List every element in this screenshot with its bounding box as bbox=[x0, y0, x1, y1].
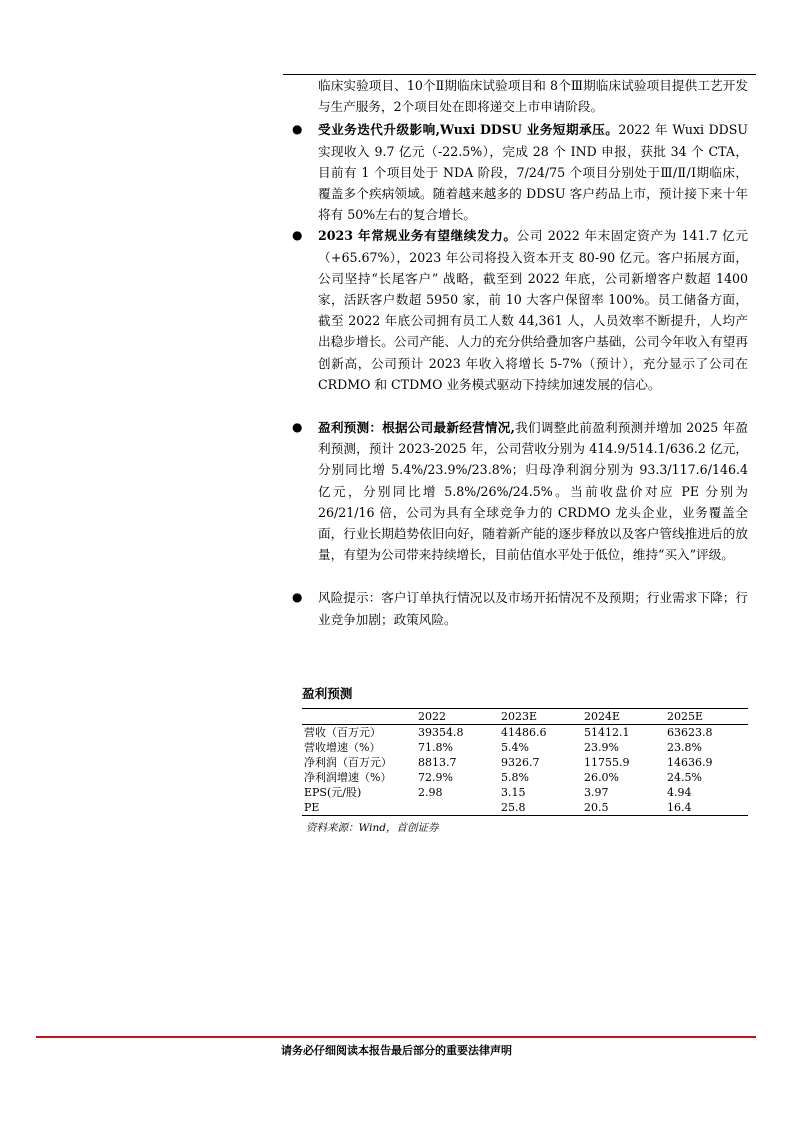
paragraph-text: 2022 年 Wuxi DDSU 实现收入 9.7 亿元（-22.5%），完成 28 个 IND 申报，获批 34 个 CTA，目前有 1 个项目处于 NDA 阶段，7/24/75 个项目分别处于Ⅲ/Ⅱ/Ⅰ期临床，覆盖多个疾病领域。随着越来越多的 DDSU 客户药品上市，预计接下来十年将有 50%左右的复合增长。 bbox=[318, 122, 748, 223]
table-cell: 11755.9 bbox=[584, 756, 630, 769]
table-header-cell: 2022 bbox=[418, 710, 446, 723]
paragraph-text: 临床实验项目、10个Ⅱ期临床试验项目和 8个Ⅲ期临床试验项目提供工艺开发与生产服务，2个项目处在即将递交上市申请阶段。 bbox=[318, 78, 748, 115]
table-cell: 4.94 bbox=[667, 786, 692, 799]
table-row bbox=[302, 800, 748, 816]
report-body bbox=[292, 75, 748, 630]
table-cell: 25.8 bbox=[501, 801, 526, 814]
table-cell: 5.8% bbox=[501, 771, 529, 784]
bullet-icon: ● bbox=[292, 590, 303, 605]
table-cell: 9326.7 bbox=[501, 756, 540, 769]
table-cell: EPS(元/股) bbox=[304, 786, 362, 799]
table-header-row bbox=[302, 709, 748, 725]
paragraph-text: 我们调整此前盈利预测并增加 2025 年盈利预测，预计 2023-2025 年，公司营收分别为 414.9/514.1/636.2 亿元，分别同比增 5.4%/23.9%/23.8%；归母净利润分别为 93.3/117.6/146.4 亿元，分别同比增 5.8%/26%/24.5%。当前收盘价对应 PE 分别为 26/21/16 倍，公司为具有全球竞争力的 CRDMO 龙头企业，业务覆盖全面，行业长期趋势依旧向好，随着新产能的逐步释放以及客户管线推进后的放量，有望为公司带来持续增长，目前估值水平处于低位，维持“买入”评级。 bbox=[318, 420, 748, 563]
forecast-table-section bbox=[302, 683, 758, 835]
table-cell: 51412.1 bbox=[584, 726, 630, 739]
forecast-table bbox=[302, 708, 748, 816]
table-cell: 23.9% bbox=[584, 741, 619, 754]
paragraph-text: 公司 2022 年末固定资产为 141.7 亿元（+65.67%），2023 年公司将投入资本开支 80-90 亿元。客户拓展方面，公司坚持“长尾客户” 战略，截至到 2022 年底，公司新增客户数超 1400 家，活跃客户数超 5950 家，前 10 大客户保留率 100%。员工储备方面，截至 2022 年底公司拥有员工人数 44,361 人，人员效率不断提升，人均产出稳步增长。公司产能、人力的充分供给叠加客户基础，公司今年收入有望再创新高，公司预计 2023 年收入将增长 5-7%（预计），充分显示了公司在 CRDMO 和 CTDMO 业务模式驱动下持续加速发展的信心。 bbox=[318, 228, 748, 392]
bullet-icon: ● bbox=[292, 228, 303, 243]
table-cell: 39354.8 bbox=[418, 726, 464, 739]
table-header-cell bbox=[302, 709, 416, 725]
table-cell: 14636.9 bbox=[667, 756, 713, 769]
table-header-cell: 2025E bbox=[667, 710, 704, 723]
table-cell: 63623.8 bbox=[667, 726, 713, 739]
table-cell: 16.4 bbox=[667, 801, 692, 814]
table-cell: 20.5 bbox=[584, 801, 609, 814]
paragraph-ddsu bbox=[292, 119, 748, 225]
bullet-icon: ● bbox=[292, 122, 303, 137]
table-cell: 净利润（百万元） bbox=[304, 756, 392, 769]
footer-rule bbox=[36, 1036, 756, 1038]
table-cell bbox=[416, 800, 499, 816]
table-cell: 5.4% bbox=[501, 741, 529, 754]
paragraph-cdmo-continued bbox=[292, 75, 748, 117]
table-row bbox=[302, 755, 748, 770]
paragraph-regular-business bbox=[292, 225, 748, 395]
table-cell: 72.9% bbox=[418, 771, 453, 784]
table-cell: 3.97 bbox=[584, 786, 609, 799]
table-cell: 净利润增速（%） bbox=[304, 771, 392, 784]
table-cell: 41486.6 bbox=[501, 726, 547, 739]
table-cell: PE bbox=[304, 801, 320, 814]
table-cell: 3.15 bbox=[501, 786, 526, 799]
table-header-cell: 2024E bbox=[584, 710, 621, 723]
table-cell: 71.8% bbox=[418, 741, 453, 754]
paragraph-profit-forecast bbox=[292, 417, 748, 565]
paragraph-lead: 2023 年常规业务有望继续发力。 bbox=[318, 228, 517, 244]
footer-disclaimer: 请务必仔细阅读本报告最后部分的重要法律声明 bbox=[281, 1044, 512, 1057]
table-source-note: 资料来源：Wind，首创证券 bbox=[306, 822, 439, 834]
table-cell: 26.0% bbox=[584, 771, 619, 784]
paragraph-risk bbox=[292, 587, 748, 629]
paragraph-text: 风险提示：客户订单执行情况以及市场开拓情况不及预期；行业需求下降；行业竞争加剧；政策风险。 bbox=[318, 590, 748, 627]
table-cell: 营收（百万元） bbox=[304, 726, 381, 739]
table-cell: 2.98 bbox=[418, 786, 443, 799]
table-row bbox=[302, 740, 748, 755]
paragraph-lead: 盈利预测：根据公司最新经营情况, bbox=[318, 420, 515, 436]
table-row bbox=[302, 785, 748, 800]
table-cell: 24.5% bbox=[667, 771, 702, 784]
table-cell: 营收增速（%） bbox=[304, 741, 381, 754]
paragraph-lead: 受业务迭代升级影响,Wuxi DDSU 业务短期承压。 bbox=[318, 122, 619, 138]
table-cell: 23.8% bbox=[667, 741, 702, 754]
bullet-icon: ● bbox=[292, 420, 303, 435]
table-cell: 8813.7 bbox=[418, 756, 457, 769]
table-header-cell: 2023E bbox=[501, 710, 538, 723]
table-row bbox=[302, 770, 748, 785]
table-title: 盈利预测 bbox=[302, 686, 353, 701]
table-row bbox=[302, 725, 748, 741]
